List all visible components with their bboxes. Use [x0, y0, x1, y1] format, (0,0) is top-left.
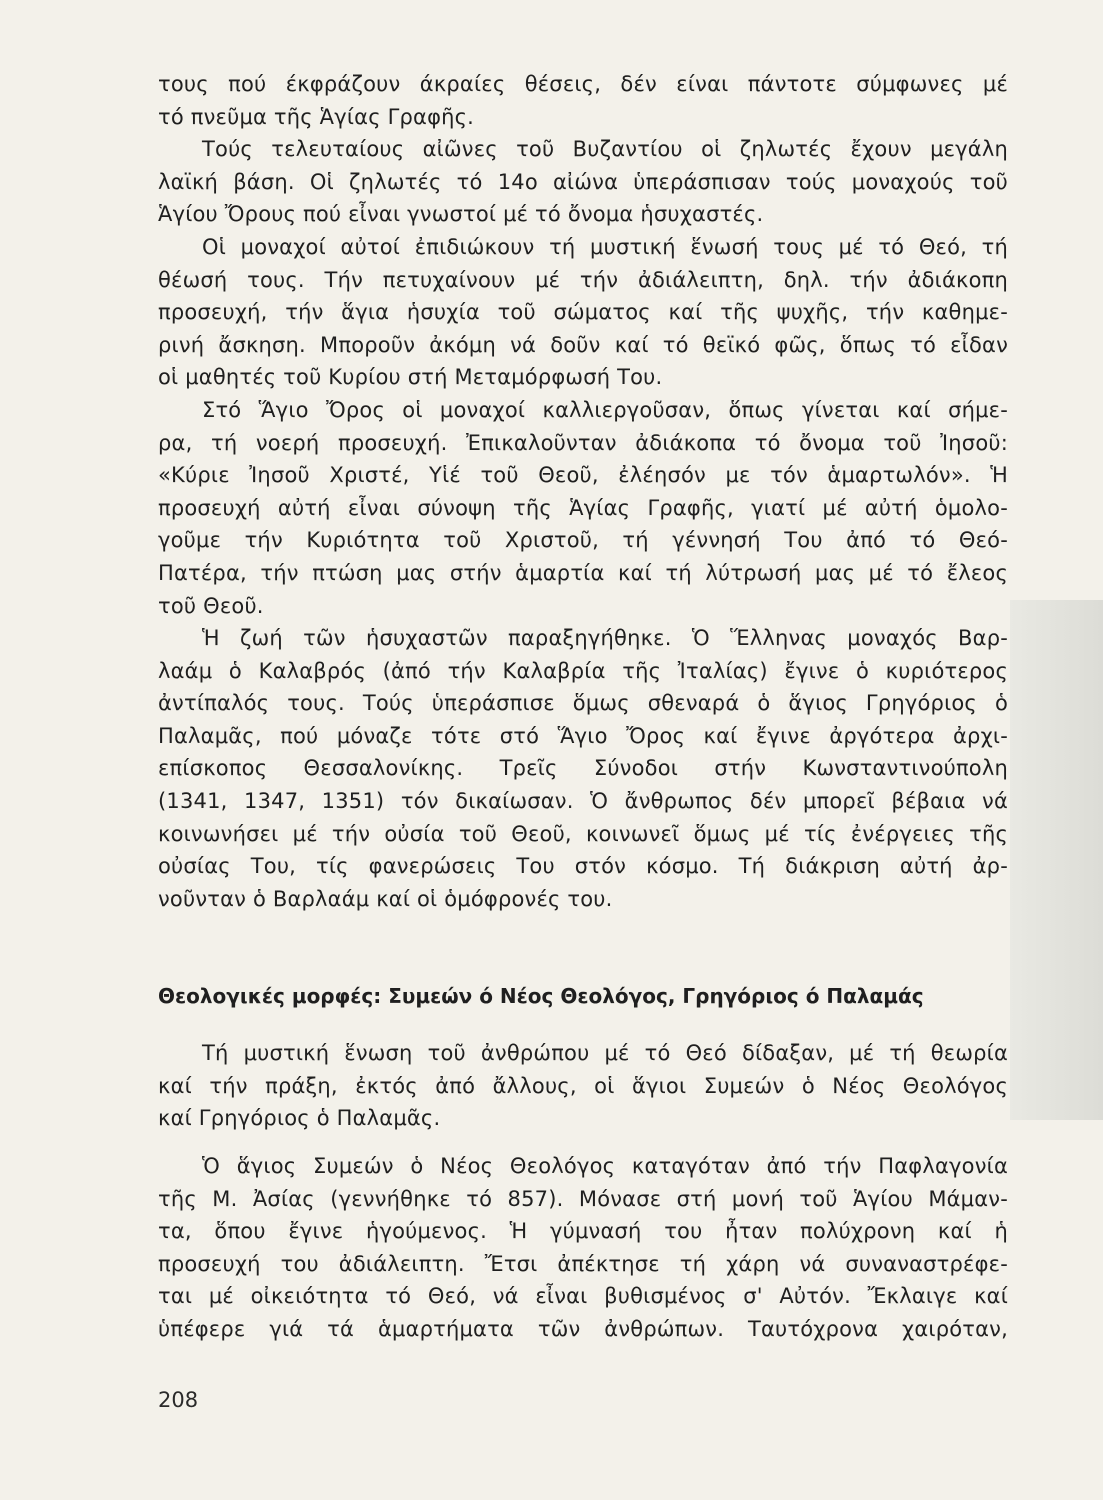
text-line: προσευχή του ἀδιάλειπτη. Ἔτσι ἀπέκτησε τή χάρη νά συναναστρέφε-: [158, 1251, 1008, 1276]
text-line: ρινή ἄσκηση. Μποροῦν ἀκόμη νά δοῦν καί τό θεϊκό φῶς, ὅπως τό εἶδαν: [158, 332, 1008, 357]
text-line: Τούς τελευταίους αἰῶνες τοῦ Βυζαντίου οἱ ζηλωτές ἔχουν μεγάλη: [202, 137, 1008, 162]
text-line: ἀντίπαλός τους. Τούς ὑπεράσπισε ὅμως σθεναρά ὁ ἅγιος Γρηγόριος ὁ: [158, 691, 1008, 716]
text-line: καί Γρηγόριος ὁ Παλαμᾶς.: [158, 1106, 441, 1131]
text-line: ται μέ οἰκειότητα τό Θεό, νά εἶναι βυθισμένος σ' Αὐτόν. Ἔκλαιγε καί: [158, 1284, 1008, 1309]
text-line: Ἡ ζωή τῶν ἡσυχαστῶν παραξηγήθηκε. Ὁ Ἕλληνας μοναχός Βαρ-: [202, 626, 1008, 651]
text-line: οἱ μαθητές τοῦ Κυρίου στή Μεταμόρφωσή Του.: [158, 365, 663, 390]
text-line: Ἁγίου Ὄρους πού εἶναι γνωστοί μέ τό ὄνομα ἡσυχαστές.: [158, 202, 764, 227]
text-line: τῆς Μ. Ἀσίας (γεννήθηκε τό 857). Μόνασε στή μονή τοῦ Ἁγίου Μάμαν-: [158, 1186, 1008, 1211]
text-line: λαάμ ὁ Καλαβρός (ἀπό τήν Καλαβρία τῆς Ἰταλίας) ἔγινε ὁ κυριότερος: [158, 658, 1008, 683]
text-line: προσευχή αὐτή εἶναι σύνοψη τῆς Ἁγίας Γραφῆς, γιατί μέ αὐτή ὁμολο-: [158, 495, 1008, 520]
body-text-lower: [158, 1037, 1008, 1135]
text-line: θέωσή τους. Τήν πετυχαίνουν μέ τήν ἀδιάλειπτη, δηλ. τήν ἀδιάκοπη: [158, 267, 1008, 292]
text-line: ρα, τή νοερή προσευχή. Ἐπικαλοῦνταν ἀδιάκοπα τό ὄνομα τοῦ Ἰησοῦ:: [158, 430, 1008, 455]
section-heading: Θεολογικές μορφές: Συμεών ό Νέος Θεολόγος, Γρηγόριος ό Παλαμάς: [158, 984, 924, 1008]
text-line: Ὁ ἅγιος Συμεών ὁ Νέος Θεολόγος καταγόταν ἀπό τήν Παφλαγονία: [202, 1154, 1008, 1178]
text-line: τους πού έκφράζουν άκραίες θέσεις, δέν είναι πάντοτε σύμφωνες μέ: [158, 72, 1008, 96]
text-line: (1341, 1347, 1351) τόν δικαίωσαν. Ὁ ἄνθρωπος δέν μπορεῖ βέβαια νά: [158, 789, 1008, 814]
body-text-lower-2: [158, 1150, 1008, 1346]
page-number: 208: [158, 1388, 199, 1412]
text-line: Στό Ἅγιο Ὄρος οἱ μοναχοί καλλιεργοῦσαν, ὅπως γίνεται καί σήμε-: [202, 397, 1008, 422]
text-line: Παλαμᾶς, πού μόναζε τότε στό Ἅγιο Ὄρος καί ἔγινε ἀργότερα ἀρχι-: [158, 723, 1008, 748]
text-line: Οἱ μοναχοί αὐτοί ἐπιδιώκουν τή μυστική ἕνωσή τους μέ τό Θεό, τή: [202, 234, 1008, 259]
text-line: «Κύριε Ἰησοῦ Χριστέ, Υἱέ τοῦ Θεοῦ, ἐλέησόν με τόν ἁμαρτωλόν». Ἡ: [158, 463, 1008, 488]
text-line: ὑπέφερε γιά τά ἁμαρτήματα τῶν ἀνθρώπων. Ταυτόχρονα χαιρόταν,: [158, 1316, 1008, 1341]
text-line: Πατέρα, τήν πτώση μας στήν ἁμαρτία καί τή λύτρωσή μας μέ τό ἔλεος: [158, 560, 1008, 585]
text-line: γοῦμε τήν Κυριότητα τοῦ Χριστοῦ, τή γέννησή Του ἀπό τό Θεό-: [158, 528, 1008, 553]
text-line: οὐσίας Του, τίς φανερώσεις Του στόν κόσμο. Τή διάκριση αὐτή ἀρ-: [158, 854, 1008, 879]
text-line: επίσκοπος Θεσσαλονίκης. Τρεῖς Σύνοδοι στήν Κωνσταντινούπολη: [158, 756, 1008, 781]
text-line: τοῦ Θεοῦ.: [158, 593, 264, 618]
text-line: Τή μυστική ἕνωση τοῦ ἀνθρώπου μέ τό Θεό δίδαξαν, μέ τή θεωρία: [202, 1041, 1008, 1065]
text-line: προσευχή, τήν ἅγια ἡσυχία τοῦ σώματος καί τῆς ψυχῆς, τήν καθημε-: [158, 300, 1008, 325]
text-line: τα, ὅπου ἔγινε ἡγούμενος. Ἡ γύμνασή του ἦταν πολύχρονη καί ἡ: [158, 1219, 1008, 1244]
scan-shadow: [1010, 600, 1103, 1120]
text-line: τό πνεῦμα τῆς Ἁγίας Γραφῆς.: [158, 104, 475, 129]
body-text-upper: [158, 68, 1008, 915]
text-line: καί τήν πράξη, ἐκτός ἀπό ἄλλους, οἱ ἅγιοι Συμεών ὁ Νέος Θεολόγος: [158, 1073, 1008, 1098]
text-line: νοῦνταν ὁ Βαρλαάμ καί οἱ ὁμόφρονές του.: [158, 886, 613, 911]
text-line: κοινωνήσει μέ τήν οὐσία τοῦ Θεοῦ, κοινωνεῖ ὅμως μέ τίς ἐνέργειες τῆς: [158, 821, 1008, 846]
text-line: λαϊκή βάση. Οἱ ζηλωτές τό 14ο αἰώνα ὑπεράσπισαν τούς μοναχούς τοῦ: [158, 169, 1008, 194]
